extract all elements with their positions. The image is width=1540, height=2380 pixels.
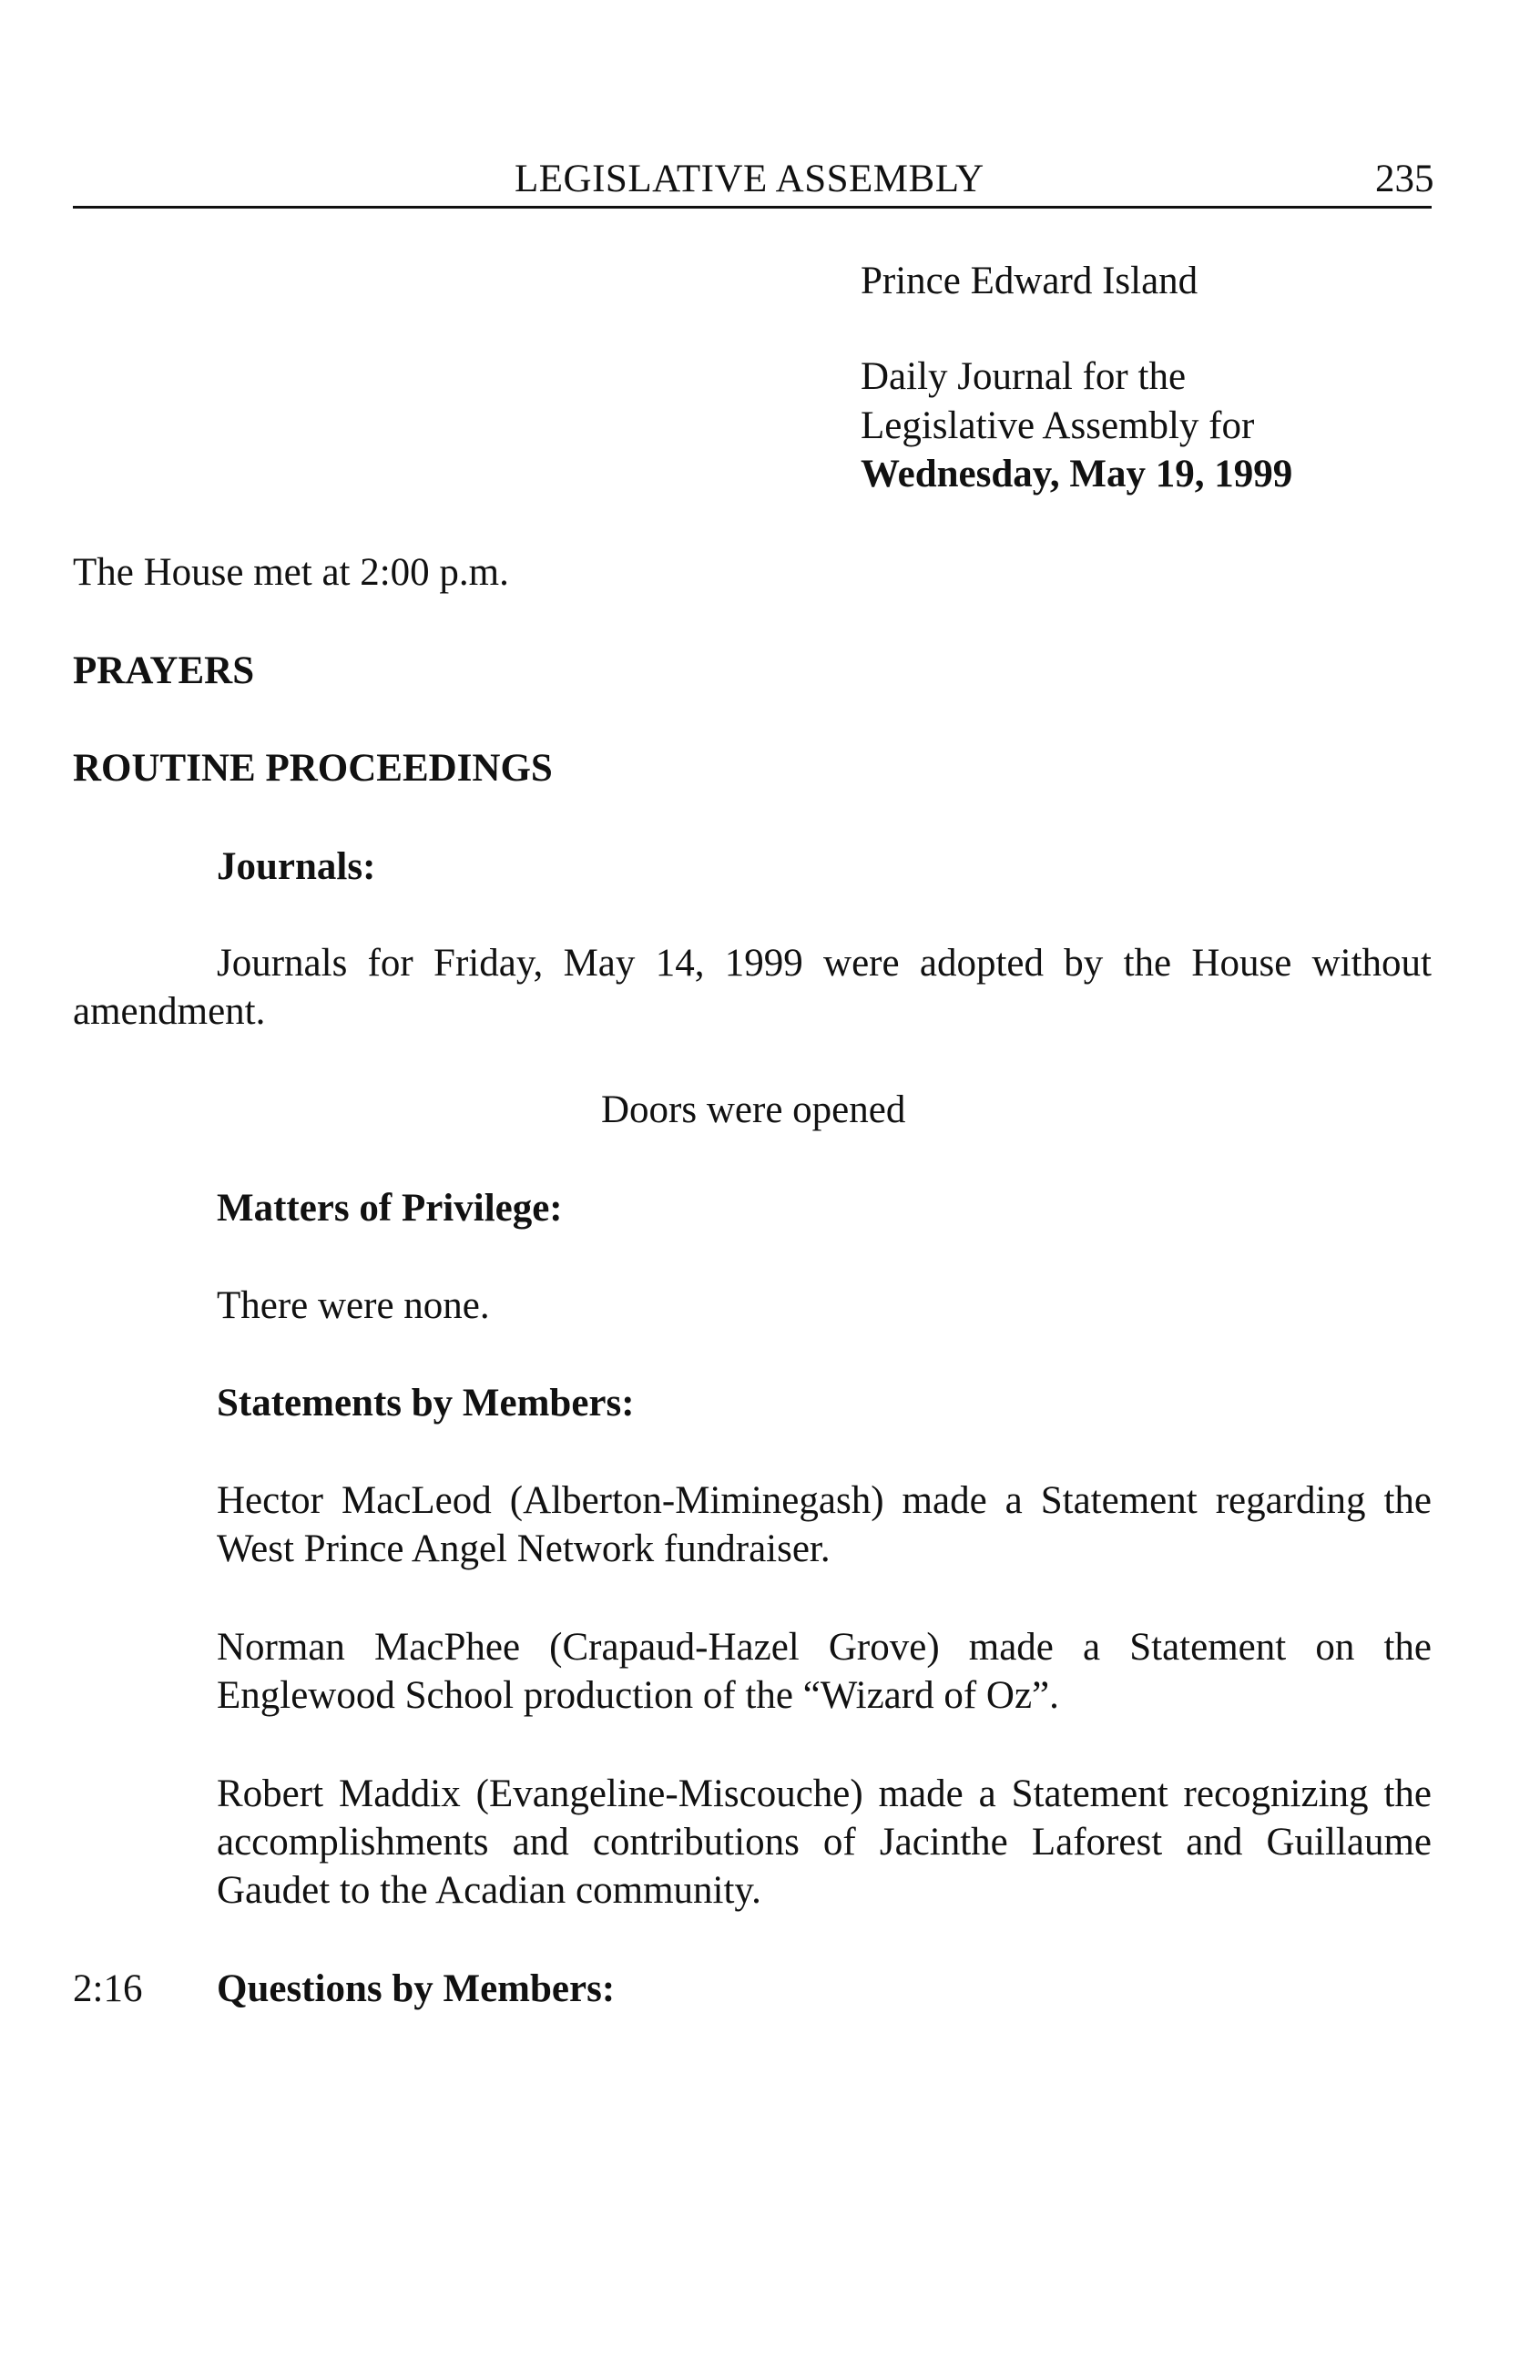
statement-2-line-2: Englewood School production of the “Wizard of Oz”. [217, 1674, 1059, 1717]
statement-3-line-3: Gaudet to the Acadian community. [217, 1869, 761, 1912]
journal-line-2: Legislative Assembly for [861, 404, 1255, 447]
statement-2-line-1: Norman MacPhee (Crapaud-Hazel Grove) made a Statement on the [217, 1626, 1432, 1669]
page-number: 235 [1375, 158, 1434, 200]
questions-time: 2:16 [73, 1967, 143, 2010]
statement-3-line-2: accomplishments and contributions of Jacinthe Laforest and Guillaume [217, 1821, 1432, 1864]
doors-opened-line: Doors were opened [601, 1088, 906, 1131]
statements-heading: Statements by Members: [217, 1382, 635, 1425]
journals-heading: Journals: [217, 845, 376, 888]
journal-date: Wednesday, May 19, 1999 [861, 453, 1293, 495]
questions-heading: Questions by Members: [217, 1967, 616, 2010]
journal-line-1: Daily Journal for the [861, 355, 1187, 398]
statement-1-line-1: Hector MacLeod (Alberton-Miminegash) made a Statement regarding the [217, 1479, 1432, 1522]
house-met-line: The House met at 2:00 p.m. [73, 551, 509, 594]
routine-proceedings-heading: ROUTINE PROCEEDINGS [73, 747, 553, 790]
running-header-title: LEGISLATIVE ASSEMBLY [515, 158, 984, 200]
privilege-text: There were none. [217, 1284, 490, 1327]
statement-3-line-1: Robert Maddix (Evangeline-Miscouche) made a Statement recognizing the [217, 1772, 1432, 1815]
province-name: Prince Edward Island [861, 260, 1198, 302]
journals-text-line-2: amendment. [73, 990, 266, 1033]
prayers-heading: PRAYERS [73, 649, 255, 692]
journals-text-line-1: Journals for Friday, May 14, 1999 were adopted by the House without [217, 942, 1432, 985]
privilege-heading: Matters of Privilege: [217, 1187, 563, 1230]
header-rule [73, 206, 1432, 209]
statement-1-line-2: West Prince Angel Network fundraiser. [217, 1527, 831, 1570]
